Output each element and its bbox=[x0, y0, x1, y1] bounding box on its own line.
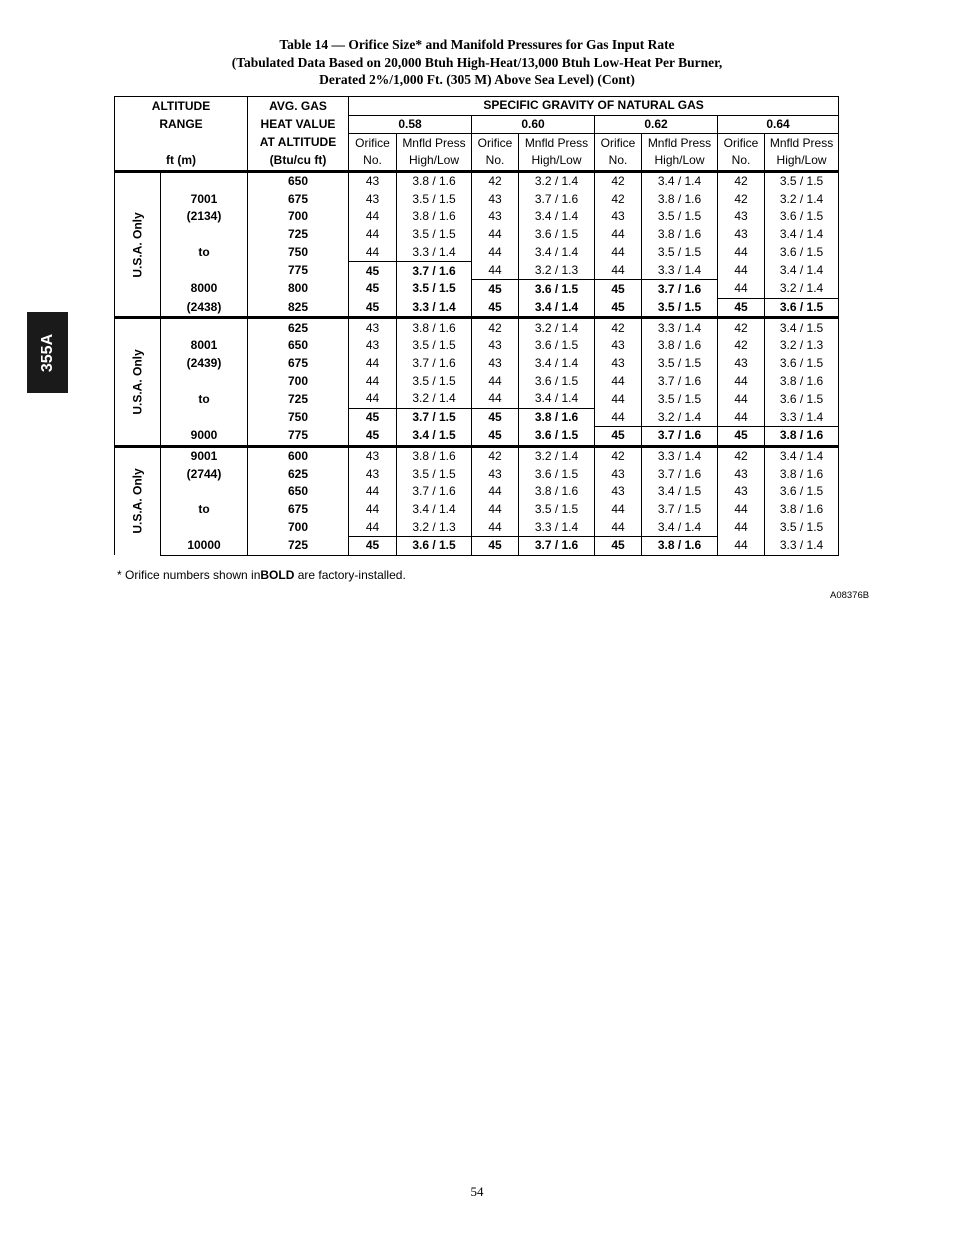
manifold-pressure: 3.4 / 1.4 bbox=[519, 244, 595, 262]
manifold-pressure: 3.2 / 1.4 bbox=[765, 190, 839, 208]
orifice-number: 43 bbox=[472, 337, 519, 355]
table-row bbox=[115, 190, 839, 208]
orifice-number: 44 bbox=[349, 226, 397, 244]
manifold-pressure: 3.6 / 1.5 bbox=[519, 280, 595, 298]
manifold-pressure: 3.8 / 1.6 bbox=[765, 501, 839, 519]
manifold-pressure: 3.4 / 1.4 bbox=[519, 298, 595, 318]
orifice-number: 45 bbox=[349, 537, 397, 556]
orifice-number: 43 bbox=[595, 208, 642, 226]
orifice-number: 43 bbox=[595, 337, 642, 355]
manifold-pressure: 3.7 / 1.6 bbox=[397, 262, 472, 280]
manifold-pressure: 3.2 / 1.4 bbox=[765, 280, 839, 298]
header-no: No. bbox=[349, 152, 397, 171]
orifice-number: 43 bbox=[349, 171, 397, 190]
title-line-1: Table 14 — Orifice Size* and Manifold Pressures for Gas Input Rate bbox=[279, 37, 675, 52]
header-mnfld: Mnfld Press bbox=[397, 134, 472, 152]
manifold-pressure: 3.5 / 1.5 bbox=[397, 280, 472, 298]
orifice-number: 45 bbox=[472, 537, 519, 556]
orifice-number: 42 bbox=[472, 446, 519, 465]
manifold-pressure: 3.4 / 1.4 bbox=[642, 518, 718, 536]
header-gravity-060: 0.60 bbox=[472, 115, 595, 134]
orifice-number: 45 bbox=[472, 408, 519, 426]
manifold-pressure: 3.8 / 1.6 bbox=[765, 372, 839, 390]
table-row bbox=[115, 298, 839, 318]
page-number: 54 bbox=[470, 1184, 484, 1199]
table-row bbox=[115, 337, 839, 355]
heat-value: 725 bbox=[248, 390, 349, 408]
manifold-pressure: 3.8 / 1.6 bbox=[642, 226, 718, 244]
heat-value: 625 bbox=[248, 318, 349, 337]
orifice-number: 44 bbox=[472, 226, 519, 244]
orifice-number: 42 bbox=[595, 318, 642, 337]
manifold-pressure: 3.6 / 1.5 bbox=[519, 426, 595, 446]
manifold-pressure: 3.8 / 1.6 bbox=[765, 465, 839, 483]
header-no: No. bbox=[595, 152, 642, 171]
orifice-number: 44 bbox=[472, 483, 519, 501]
manifold-pressure: 3.4 / 1.5 bbox=[397, 426, 472, 446]
orifice-number: 42 bbox=[718, 337, 765, 355]
manifold-pressure: 3.6 / 1.5 bbox=[519, 465, 595, 483]
manifold-pressure: 3.4 / 1.4 bbox=[765, 262, 839, 280]
heat-value: 700 bbox=[248, 208, 349, 226]
table-row bbox=[115, 262, 839, 280]
manifold-pressure: 3.6 / 1.5 bbox=[765, 244, 839, 262]
region-label-text: U.S.A. Only bbox=[130, 349, 144, 415]
orifice-number: 44 bbox=[718, 372, 765, 390]
orifice-number: 44 bbox=[595, 501, 642, 519]
orifice-number: 44 bbox=[472, 390, 519, 408]
orifice-number: 44 bbox=[718, 390, 765, 408]
altitude-range-line: (2438) bbox=[161, 298, 248, 318]
orifice-number: 44 bbox=[472, 372, 519, 390]
manifold-pressure: 3.3 / 1.4 bbox=[642, 262, 718, 280]
altitude-range-line: to bbox=[161, 390, 248, 408]
manifold-pressure: 3.3 / 1.4 bbox=[519, 518, 595, 536]
manifold-pressure: 3.6 / 1.5 bbox=[765, 390, 839, 408]
orifice-number: 42 bbox=[718, 446, 765, 465]
orifice-number: 43 bbox=[718, 465, 765, 483]
altitude-range-line: 9000 bbox=[161, 426, 248, 446]
footnote-prefix: * Orifice numbers shown in bbox=[117, 568, 261, 582]
section-tab-label: 355A bbox=[38, 333, 56, 372]
manifold-pressure: 3.5 / 1.5 bbox=[765, 518, 839, 536]
orifice-number: 44 bbox=[595, 408, 642, 426]
manifold-pressure: 3.3 / 1.4 bbox=[397, 244, 472, 262]
orifice-table bbox=[114, 96, 839, 556]
orifice-number: 44 bbox=[718, 408, 765, 426]
orifice-number: 44 bbox=[349, 501, 397, 519]
header-gravity-062: 0.62 bbox=[595, 115, 718, 134]
altitude-range-line bbox=[161, 171, 248, 190]
manifold-pressure: 3.5 / 1.5 bbox=[642, 355, 718, 373]
region-label bbox=[115, 171, 161, 318]
table-row bbox=[115, 280, 839, 298]
heat-value: 750 bbox=[248, 408, 349, 426]
orifice-number: 43 bbox=[472, 190, 519, 208]
altitude-range-line bbox=[161, 518, 248, 536]
altitude-range-line bbox=[161, 408, 248, 426]
header-ft-m: ft (m) bbox=[115, 152, 248, 171]
altitude-range-line bbox=[161, 226, 248, 244]
orifice-number: 43 bbox=[472, 355, 519, 373]
orifice-number: 44 bbox=[349, 372, 397, 390]
heat-value: 725 bbox=[248, 537, 349, 556]
footnote-bold: BOLD bbox=[260, 568, 295, 582]
altitude-range-line bbox=[161, 318, 248, 337]
manifold-pressure: 3.4 / 1.4 bbox=[519, 208, 595, 226]
heat-value: 775 bbox=[248, 426, 349, 446]
header-mnfld: Mnfld Press bbox=[642, 134, 718, 152]
table-row bbox=[115, 244, 839, 262]
orifice-number: 45 bbox=[349, 298, 397, 318]
manifold-pressure: 3.3 / 1.4 bbox=[397, 298, 472, 318]
table-row bbox=[115, 355, 839, 373]
manifold-pressure: 3.7 / 1.6 bbox=[642, 372, 718, 390]
orifice-number: 44 bbox=[349, 244, 397, 262]
orifice-number: 44 bbox=[718, 262, 765, 280]
altitude-range-line bbox=[161, 262, 248, 280]
heat-value: 775 bbox=[248, 262, 349, 280]
manifold-pressure: 3.8 / 1.6 bbox=[397, 171, 472, 190]
table-row bbox=[115, 408, 839, 426]
heat-value: 675 bbox=[248, 355, 349, 373]
table-row bbox=[115, 483, 839, 501]
footnote bbox=[117, 568, 406, 582]
orifice-number: 45 bbox=[472, 298, 519, 318]
orifice-number: 44 bbox=[349, 518, 397, 536]
header-blank bbox=[115, 134, 248, 152]
manifold-pressure: 3.2 / 1.4 bbox=[519, 318, 595, 337]
orifice-number: 44 bbox=[718, 501, 765, 519]
header-high-low: High/Low bbox=[397, 152, 472, 171]
header-avg-gas: AVG. GAS bbox=[248, 97, 349, 116]
header-high-low: High/Low bbox=[519, 152, 595, 171]
manifold-pressure: 3.6 / 1.5 bbox=[765, 208, 839, 226]
altitude-range-line bbox=[161, 372, 248, 390]
heat-value: 750 bbox=[248, 244, 349, 262]
manifold-pressure: 3.8 / 1.6 bbox=[519, 483, 595, 501]
manifold-pressure: 3.5 / 1.5 bbox=[397, 337, 472, 355]
orifice-number: 44 bbox=[349, 390, 397, 408]
manifold-pressure: 3.2 / 1.4 bbox=[642, 408, 718, 426]
orifice-number: 42 bbox=[595, 190, 642, 208]
header-mnfld: Mnfld Press bbox=[519, 134, 595, 152]
manifold-pressure: 3.8 / 1.6 bbox=[397, 446, 472, 465]
orifice-number: 44 bbox=[718, 537, 765, 556]
manifold-pressure: 3.4 / 1.4 bbox=[765, 446, 839, 465]
orifice-number: 43 bbox=[718, 208, 765, 226]
region-label-text: U.S.A. Only bbox=[130, 211, 144, 278]
region-label-text: U.S.A. Only bbox=[130, 468, 144, 535]
table-title bbox=[0, 36, 954, 89]
manifold-pressure: 3.4 / 1.5 bbox=[642, 483, 718, 501]
heat-value: 600 bbox=[248, 446, 349, 465]
manifold-pressure: 3.7 / 1.6 bbox=[397, 483, 472, 501]
table-row bbox=[115, 372, 839, 390]
manifold-pressure: 3.4 / 1.4 bbox=[642, 171, 718, 190]
table-row bbox=[115, 426, 839, 446]
manifold-pressure: 3.2 / 1.4 bbox=[397, 390, 472, 408]
orifice-number: 44 bbox=[472, 501, 519, 519]
heat-value: 800 bbox=[248, 280, 349, 298]
table-row bbox=[115, 226, 839, 244]
orifice-number: 43 bbox=[472, 208, 519, 226]
altitude-range-line: 9001 bbox=[161, 446, 248, 465]
orifice-number: 42 bbox=[718, 171, 765, 190]
manifold-pressure: 3.6 / 1.5 bbox=[397, 537, 472, 556]
altitude-range-line: to bbox=[161, 501, 248, 519]
orifice-number: 42 bbox=[472, 318, 519, 337]
orifice-number: 42 bbox=[718, 318, 765, 337]
orifice-number: 44 bbox=[718, 280, 765, 298]
orifice-number: 44 bbox=[718, 244, 765, 262]
manifold-pressure: 3.5 / 1.5 bbox=[642, 208, 718, 226]
manifold-pressure: 3.8 / 1.6 bbox=[519, 408, 595, 426]
manifold-pressure: 3.7 / 1.6 bbox=[519, 190, 595, 208]
header-orifice: Orifice bbox=[472, 134, 519, 152]
orifice-number: 43 bbox=[349, 318, 397, 337]
orifice-number: 43 bbox=[349, 190, 397, 208]
orifice-number: 43 bbox=[595, 465, 642, 483]
orifice-number: 45 bbox=[595, 537, 642, 556]
heat-value: 650 bbox=[248, 337, 349, 355]
region-label bbox=[115, 318, 161, 446]
manifold-pressure: 3.2 / 1.3 bbox=[519, 262, 595, 280]
manifold-pressure: 3.8 / 1.6 bbox=[642, 537, 718, 556]
manifold-pressure: 3.3 / 1.4 bbox=[642, 446, 718, 465]
section-tab bbox=[27, 312, 68, 393]
manifold-pressure: 3.5 / 1.5 bbox=[765, 171, 839, 190]
orifice-number: 45 bbox=[595, 298, 642, 318]
manifold-pressure: 3.7 / 1.5 bbox=[397, 408, 472, 426]
heat-value: 650 bbox=[248, 483, 349, 501]
orifice-number: 43 bbox=[718, 483, 765, 501]
orifice-number: 44 bbox=[349, 208, 397, 226]
orifice-number: 44 bbox=[595, 244, 642, 262]
manifold-pressure: 3.5 / 1.5 bbox=[397, 190, 472, 208]
orifice-number: 44 bbox=[349, 483, 397, 501]
orifice-number: 44 bbox=[595, 262, 642, 280]
orifice-number: 44 bbox=[718, 518, 765, 536]
header-heat-value: HEAT VALUE bbox=[248, 115, 349, 134]
orifice-number: 43 bbox=[595, 483, 642, 501]
orifice-number: 43 bbox=[349, 446, 397, 465]
region-label bbox=[115, 446, 161, 555]
orifice-number: 45 bbox=[349, 262, 397, 280]
header-no: No. bbox=[718, 152, 765, 171]
manifold-pressure: 3.3 / 1.4 bbox=[765, 408, 839, 426]
manifold-pressure: 3.4 / 1.5 bbox=[765, 318, 839, 337]
table-row bbox=[115, 465, 839, 483]
orifice-number: 45 bbox=[595, 426, 642, 446]
heat-value: 700 bbox=[248, 518, 349, 536]
orifice-number: 44 bbox=[595, 390, 642, 408]
manifold-pressure: 3.5 / 1.5 bbox=[519, 501, 595, 519]
title-line-3: Derated 2%/1,000 Ft. (305 M) Above Sea Level) (Cont) bbox=[319, 72, 635, 87]
table-row bbox=[115, 171, 839, 190]
manifold-pressure: 3.4 / 1.4 bbox=[519, 390, 595, 408]
table-row bbox=[115, 501, 839, 519]
manifold-pressure: 3.8 / 1.6 bbox=[642, 190, 718, 208]
heat-value: 650 bbox=[248, 171, 349, 190]
manifold-pressure: 3.5 / 1.5 bbox=[397, 465, 472, 483]
altitude-range-line: to bbox=[161, 244, 248, 262]
manifold-pressure: 3.5 / 1.5 bbox=[397, 372, 472, 390]
altitude-range-line: 10000 bbox=[161, 537, 248, 556]
altitude-range-line: 8000 bbox=[161, 280, 248, 298]
header-orifice: Orifice bbox=[595, 134, 642, 152]
orifice-number: 43 bbox=[472, 465, 519, 483]
orifice-number: 44 bbox=[595, 372, 642, 390]
orifice-number: 45 bbox=[349, 280, 397, 298]
orifice-number: 43 bbox=[595, 355, 642, 373]
orifice-number: 45 bbox=[349, 426, 397, 446]
orifice-number: 44 bbox=[595, 226, 642, 244]
header-orifice: Orifice bbox=[718, 134, 765, 152]
heat-value: 700 bbox=[248, 372, 349, 390]
manifold-pressure: 3.4 / 1.4 bbox=[519, 355, 595, 373]
header-high-low: High/Low bbox=[765, 152, 839, 171]
manifold-pressure: 3.5 / 1.5 bbox=[642, 244, 718, 262]
manifold-pressure: 3.6 / 1.5 bbox=[519, 372, 595, 390]
orifice-number: 42 bbox=[472, 171, 519, 190]
altitude-range-line: 7001 bbox=[161, 190, 248, 208]
orifice-number: 43 bbox=[718, 226, 765, 244]
manifold-pressure: 3.8 / 1.6 bbox=[642, 337, 718, 355]
header-mnfld: Mnfld Press bbox=[765, 134, 839, 152]
footnote-suffix: are factory-installed. bbox=[294, 568, 406, 582]
altitude-range-line: (2134) bbox=[161, 208, 248, 226]
table-row bbox=[115, 208, 839, 226]
manifold-pressure: 3.2 / 1.4 bbox=[519, 446, 595, 465]
orifice-number: 44 bbox=[472, 244, 519, 262]
orifice-number: 42 bbox=[595, 171, 642, 190]
orifice-number: 42 bbox=[718, 190, 765, 208]
manifold-pressure: 3.8 / 1.6 bbox=[765, 426, 839, 446]
header-at-altitude: AT ALTITUDE bbox=[248, 134, 349, 152]
altitude-range-line: (2744) bbox=[161, 465, 248, 483]
manifold-pressure: 3.6 / 1.5 bbox=[519, 226, 595, 244]
manifold-pressure: 3.6 / 1.5 bbox=[765, 355, 839, 373]
header-orifice: Orifice bbox=[349, 134, 397, 152]
header-gravity-064: 0.64 bbox=[718, 115, 839, 134]
heat-value: 825 bbox=[248, 298, 349, 318]
header-range: RANGE bbox=[115, 115, 248, 134]
manifold-pressure: 3.6 / 1.5 bbox=[765, 298, 839, 318]
header-no: No. bbox=[472, 152, 519, 171]
orifice-number: 44 bbox=[472, 518, 519, 536]
orifice-number: 45 bbox=[349, 408, 397, 426]
orifice-number: 44 bbox=[595, 518, 642, 536]
manifold-pressure: 3.7 / 1.6 bbox=[642, 426, 718, 446]
orifice-number: 45 bbox=[595, 280, 642, 298]
manifold-pressure: 3.7 / 1.6 bbox=[642, 465, 718, 483]
altitude-range-line: (2439) bbox=[161, 355, 248, 373]
manifold-pressure: 3.7 / 1.5 bbox=[642, 501, 718, 519]
header-btu: (Btu/cu ft) bbox=[248, 152, 349, 171]
header-specific-gravity: SPECIFIC GRAVITY OF NATURAL GAS bbox=[349, 97, 839, 116]
altitude-range-line bbox=[161, 483, 248, 501]
manifold-pressure: 3.3 / 1.4 bbox=[642, 318, 718, 337]
orifice-number: 43 bbox=[349, 465, 397, 483]
heat-value: 675 bbox=[248, 190, 349, 208]
orifice-number: 45 bbox=[718, 298, 765, 318]
manifold-pressure: 3.5 / 1.5 bbox=[642, 298, 718, 318]
heat-value: 675 bbox=[248, 501, 349, 519]
orifice-number: 43 bbox=[349, 337, 397, 355]
orifice-number: 45 bbox=[472, 280, 519, 298]
orifice-number: 45 bbox=[472, 426, 519, 446]
altitude-range-line: 8001 bbox=[161, 337, 248, 355]
manifold-pressure: 3.6 / 1.5 bbox=[519, 337, 595, 355]
orifice-number: 45 bbox=[718, 426, 765, 446]
manifold-pressure: 3.3 / 1.4 bbox=[765, 537, 839, 556]
manifold-pressure: 3.2 / 1.4 bbox=[519, 171, 595, 190]
manifold-pressure: 3.6 / 1.5 bbox=[765, 483, 839, 501]
heat-value: 725 bbox=[248, 226, 349, 244]
header-altitude: ALTITUDE bbox=[115, 97, 248, 116]
manifold-pressure: 3.7 / 1.6 bbox=[642, 280, 718, 298]
table-row bbox=[115, 318, 839, 337]
header-gravity-058: 0.58 bbox=[349, 115, 472, 134]
heat-value: 625 bbox=[248, 465, 349, 483]
orifice-number: 43 bbox=[718, 355, 765, 373]
manifold-pressure: 3.4 / 1.4 bbox=[765, 226, 839, 244]
orifice-number: 44 bbox=[349, 355, 397, 373]
figure-id: A08376B bbox=[830, 590, 870, 601]
manifold-pressure: 3.8 / 1.6 bbox=[397, 208, 472, 226]
orifice-number: 42 bbox=[595, 446, 642, 465]
manifold-pressure: 3.4 / 1.4 bbox=[397, 501, 472, 519]
manifold-pressure: 3.5 / 1.5 bbox=[397, 226, 472, 244]
table-row bbox=[115, 446, 839, 465]
manifold-pressure: 3.7 / 1.6 bbox=[519, 537, 595, 556]
manifold-pressure: 3.7 / 1.6 bbox=[397, 355, 472, 373]
manifold-pressure: 3.2 / 1.3 bbox=[765, 337, 839, 355]
manifold-pressure: 3.8 / 1.6 bbox=[397, 318, 472, 337]
header-high-low: High/Low bbox=[642, 152, 718, 171]
table-row bbox=[115, 518, 839, 536]
manifold-pressure: 3.5 / 1.5 bbox=[642, 390, 718, 408]
manifold-pressure: 3.2 / 1.3 bbox=[397, 518, 472, 536]
table-row bbox=[115, 537, 839, 556]
title-line-2: (Tabulated Data Based on 20,000 Btuh High-Heat/13,000 Btuh Low-Heat Per Burner, bbox=[231, 54, 723, 70]
table-row bbox=[115, 390, 839, 408]
orifice-number: 44 bbox=[472, 262, 519, 280]
